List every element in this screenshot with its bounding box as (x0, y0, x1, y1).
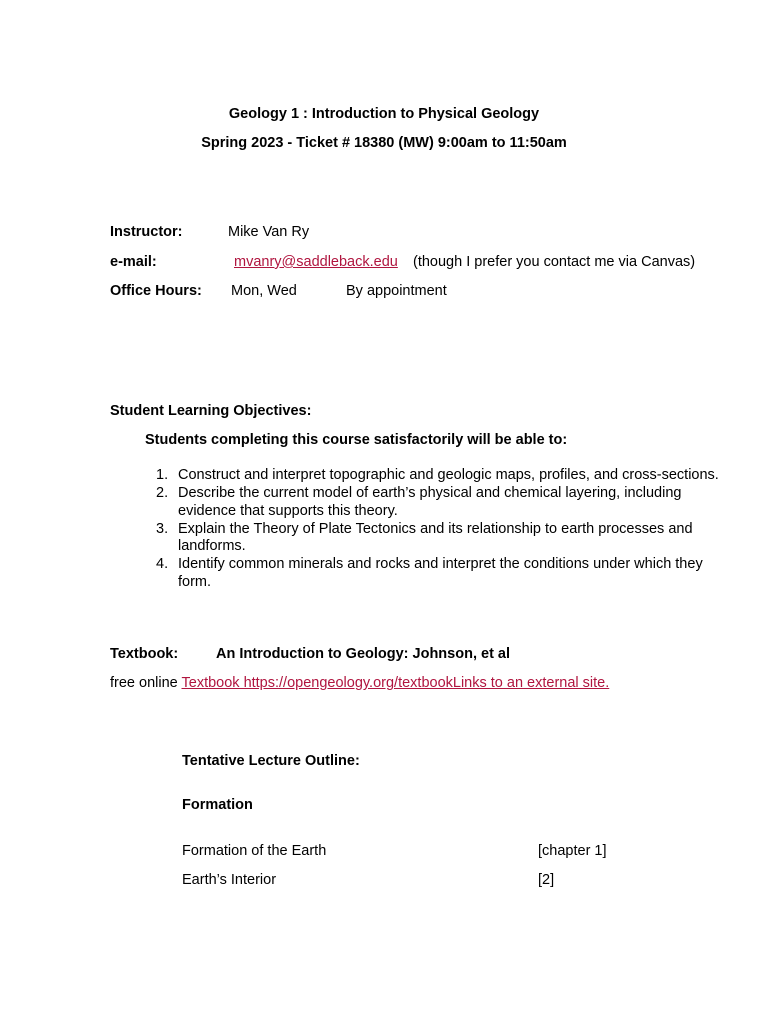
outline-heading: Tentative Lecture Outline: (182, 753, 360, 769)
document-title: Geology 1 : Introduction to Physical Geology (228, 106, 540, 122)
objective-item (156, 485, 736, 520)
office-hours-days: Mon, Wed (231, 283, 297, 299)
outline-topic: Earth’s Interior (182, 872, 277, 888)
objective-item (156, 467, 736, 485)
objectives-heading: Student Learning Objectives: (110, 403, 312, 419)
outline-chapter: [2] (538, 872, 555, 888)
email-label: e-mail: (110, 254, 157, 270)
textbook-label: Textbook: (110, 646, 179, 662)
instructor-label: Instructor: (110, 224, 183, 240)
office-hours-label: Office Hours: (110, 283, 202, 299)
email-note: (though I prefer you contact me via Canvas) (413, 254, 696, 270)
outline-chapter: [chapter 1] (538, 843, 607, 859)
objective-number: 1. (156, 467, 169, 483)
email-link[interactable]: mvanry@saddleback.edu (234, 254, 398, 270)
objective-number: 3. (156, 520, 169, 537)
textbook-title: An Introduction to Geology: Johnson, et al (216, 646, 511, 662)
document-subtitle: Spring 2023 - Ticket # 18380 (MW) 9:00am to 11:50am (201, 135, 567, 151)
objective-text: Construct and interpret topographic and geologic maps, profiles, and cross-sections. (178, 467, 719, 483)
objectives-intro: Students completing this course satisfactorily will be able to: (145, 432, 568, 448)
office-hours-time: By appointment (346, 283, 447, 299)
textbook-online-line (110, 675, 609, 691)
objective-text: Explain the Theory of Plate Tectonics and its relationship to earth processes and landforms. (178, 520, 693, 555)
textbook-online-link[interactable]: Textbook https://opengeology.org/textbookLinks to an external site. (181, 675, 610, 691)
objective-text: Identify common minerals and rocks and interpret the conditions under which they form. (178, 556, 703, 590)
objective-number: 4. (156, 556, 169, 573)
objective-item (156, 521, 736, 556)
instructor-name: Mike Van Ry (228, 224, 310, 240)
objectives-list (156, 467, 736, 592)
outline-topic: Formation of the Earth (182, 843, 327, 859)
objective-number: 2. (156, 484, 169, 501)
outline-section-title: Formation (182, 797, 253, 813)
objective-text: Describe the current model of earth’s physical and chemical layering, including evidence that supports this theory. (178, 484, 682, 519)
textbook-online-prefix: free online (110, 675, 178, 691)
objective-item (156, 556, 736, 591)
